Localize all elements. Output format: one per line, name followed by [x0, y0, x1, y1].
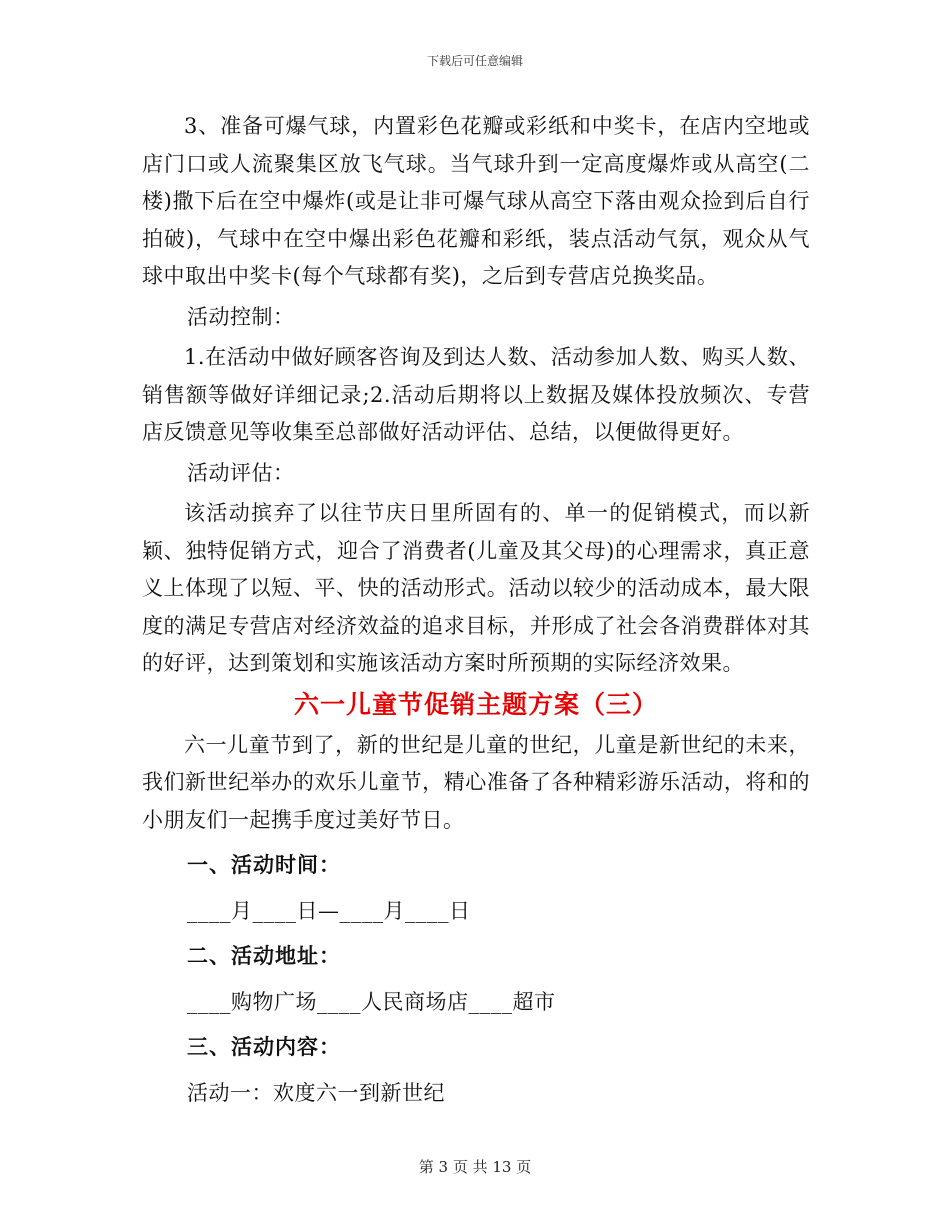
paragraph-activity-control: 1.在活动中做好顾客咨询及到达人数、活动参加人数、购买人数、销售额等做好详细记录;2.活动后期将以上数据及媒体投放频次、专营店反馈意见等收集至总部做好活动评估、总结，以便做得更好。 — [142, 345, 810, 444]
heading-activity-place: 二、活动地址： — [187, 944, 341, 968]
section-title: 六一儿童节促销主题方案（三） — [293, 689, 658, 719]
document-body — [142, 108, 810, 1112]
heading-activity-time: 一、活动时间： — [187, 853, 341, 877]
label-activity-evaluation: 活动评估： — [187, 460, 295, 485]
paragraph-intro: 六一儿童节到了，新的世纪是儿童的世纪，儿童是新世纪的未来，我们新世纪举办的欢乐儿童节，精心准备了各种精彩游乐活动，将和的小朋友们一起携手度过美好节日。 — [142, 732, 810, 832]
activity-place-value: ____购物广场____人民商场店____超市 — [187, 989, 556, 1014]
page-header-note: 下载后可任意编辑 — [426, 54, 523, 68]
label-activity-control: 活动控制： — [187, 304, 295, 329]
activity-time-value: ____月____日—____月____日 — [187, 898, 471, 923]
activity-one: 活动一：欢度六一到新世纪 — [187, 1080, 445, 1105]
heading-activity-content: 三、活动内容： — [187, 1035, 341, 1059]
paragraph-activity-evaluation: 该活动摈弃了以往节庆日里所固有的、单一的促销模式，而以新颖、独特促销方式，迎合了消费者(儿童及其父母)的心理需求，真正意义上体现了以短、平、快的活动形式。活动以较少的活动成本，最大限度的满足专营店对经济效益的追求目标，并形成了社会各消费群体对其的好评，达到策划和实施该活动方案时所预期的实际经济效果。 — [142, 501, 810, 675]
paragraph-balloon: 3、准备可爆气球，内置彩色花瓣或彩纸和中奖卡，在店内空地或店门口或人流聚集区放飞气球。当气球升到一定高度爆炸或从高空(二楼)撒下后在空中爆炸(或是让非可爆气球从高空下落由观众捡到后自行拍破)，气球中在空中爆出彩色花瓣和彩纸，装点活动气氛，观众从气球中取出中奖卡(每个气球都有奖)，之后到专营店兑换奖品。 — [142, 114, 810, 288]
page-number-footer: 第 3 页 共 13 页 — [418, 1158, 532, 1176]
